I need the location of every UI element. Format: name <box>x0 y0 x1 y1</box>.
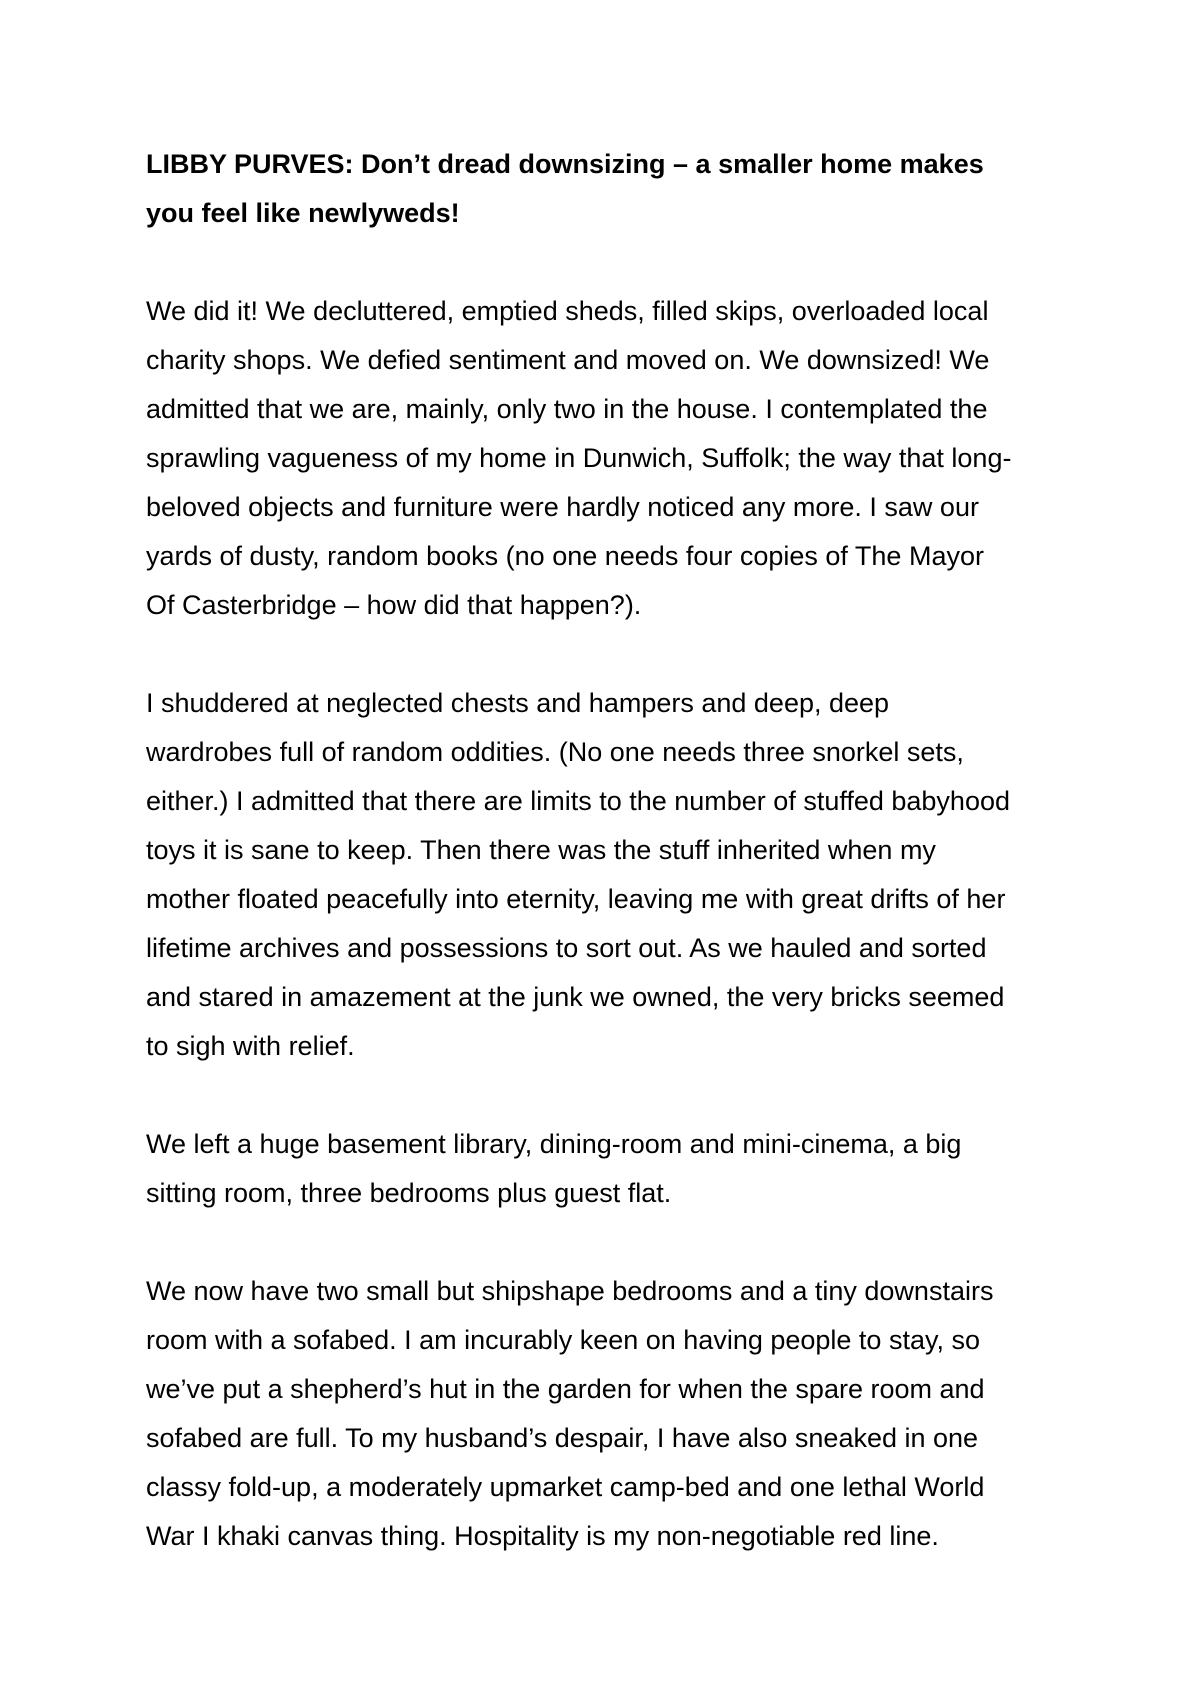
text-line: admitted that we are, mainly, only two in the house. I contemplated the <box>146 394 988 424</box>
text-line: we’ve put a shepherd’s hut in the garden for when the spare room and <box>146 1374 985 1404</box>
paragraph-2 <box>146 679 1066 1071</box>
text-line: We left a huge basement library, dining-room and mini-cinema, a big <box>146 1129 962 1159</box>
text-line: lifetime archives and possessions to sort out. As we hauled and sorted <box>146 933 987 963</box>
text-line: beloved objects and furniture were hardly noticed any more. I saw our <box>146 492 979 522</box>
title-line: LIBBY PURVES: Don’t dread downsizing – a smaller home makes <box>146 149 984 179</box>
text-line: charity shops. We defied sentiment and moved on. We downsized! We <box>146 345 990 375</box>
title-line: you feel like newlyweds! <box>146 198 460 228</box>
text-line: toys it is sane to keep. Then there was the stuff inherited when my <box>146 835 936 865</box>
text-line: classy fold-up, a moderately upmarket camp-bed and one lethal World <box>146 1472 985 1502</box>
text-line: Of Casterbridge – how did that happen?). <box>146 590 642 620</box>
paragraph-3 <box>146 1120 1066 1218</box>
text-line: either.) I admitted that there are limits to the number of stuffed babyhood <box>146 786 1010 816</box>
text-line: sofabed are full. To my husband’s despair, I have also sneaked in one <box>146 1423 979 1453</box>
text-line: We now have two small but shipshape bedrooms and a tiny downstairs <box>146 1276 994 1306</box>
text-line: wardrobes full of random oddities. (No one needs three snorkel sets, <box>146 737 964 767</box>
document-body <box>146 140 1066 1610</box>
text-line: yards of dusty, random books (no one needs four copies of The Mayor <box>146 541 984 571</box>
text-line: sitting room, three bedrooms plus guest flat. <box>146 1178 672 1208</box>
text-line: I shuddered at neglected chests and hampers and deep, deep <box>146 688 890 718</box>
paragraph-4 <box>146 1267 1066 1561</box>
text-line: and stared in amazement at the junk we owned, the very bricks seemed <box>146 982 1005 1012</box>
text-line: room with a sofabed. I am incurably keen on having people to stay, so <box>146 1325 980 1355</box>
text-line: mother floated peacefully into eternity, leaving me with great drifts of her <box>146 884 1006 914</box>
text-line: sprawling vagueness of my home in Dunwich, Suffolk; the way that long- <box>146 443 1012 473</box>
article-title <box>146 140 1066 238</box>
text-line: We did it! We decluttered, emptied sheds, filled skips, overloaded local <box>146 296 989 326</box>
text-line: War I khaki canvas thing. Hospitality is my non-negotiable red line. <box>146 1521 939 1551</box>
paragraph-1 <box>146 287 1066 630</box>
text-line: to sigh with relief. <box>146 1031 355 1061</box>
